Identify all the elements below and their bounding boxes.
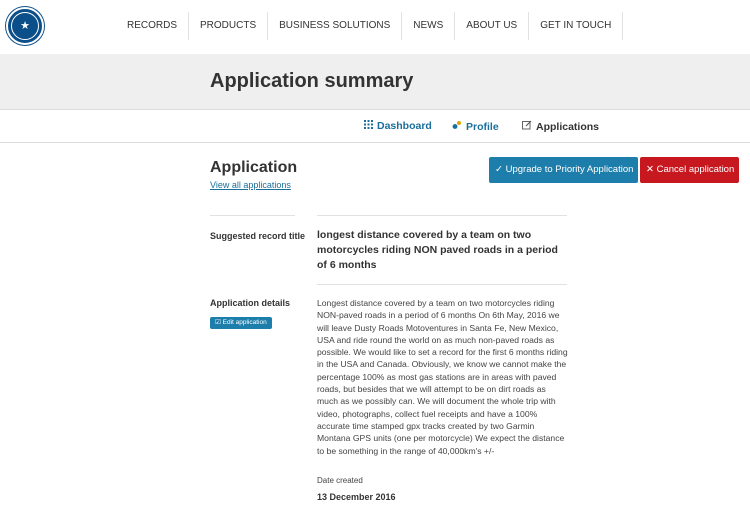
cancel-application-button[interactable] (640, 157, 739, 183)
title-banner (0, 54, 750, 109)
application-details-label: Application details (210, 298, 291, 308)
nav-item-about-us[interactable]: ABOUT US (455, 12, 529, 40)
check-icon: ✓ (495, 164, 503, 175)
tab-profile-label: Profile (466, 120, 499, 133)
divider (210, 215, 295, 216)
tab-profile[interactable] (452, 120, 499, 133)
nav-item-get-in-touch[interactable]: GET IN TOUCH (529, 12, 623, 40)
suggested-title-label: Suggested record title (210, 231, 306, 241)
tab-applications-label: Applications (536, 120, 600, 133)
nav-item-business-solutions[interactable]: BUSINESS SOLUTIONS (268, 12, 402, 40)
application-heading: Application (210, 159, 298, 176)
suggested-record-title: longest distance covered by a team on two motorcycles riding NON paved roads in a period of 6 months (317, 229, 558, 271)
date-created-label: Date created (317, 476, 363, 485)
upgrade-button-label: Upgrade to Priority Application (505, 164, 634, 175)
profile-icon (452, 120, 462, 133)
edit-button-label: Edit application (222, 319, 267, 326)
nav-item-records[interactable]: RECORDS (116, 12, 189, 40)
view-all-applications-link[interactable]: View all applications (210, 180, 291, 190)
cancel-button-label: Cancel application (656, 164, 735, 175)
close-icon: ✕ (646, 164, 654, 175)
star-icon: ★ (20, 19, 30, 32)
account-subnav (0, 109, 750, 143)
edit-icon (522, 120, 532, 133)
divider (317, 215, 567, 216)
page-title: Application summary (210, 70, 414, 92)
edit-icon: ☑ (215, 319, 221, 326)
logo-emblem (11, 12, 39, 40)
edit-application-button[interactable] (210, 317, 272, 329)
tab-applications[interactable] (522, 120, 599, 133)
grid-icon (364, 120, 373, 132)
guinness-logo[interactable] (6, 7, 44, 45)
divider (317, 284, 567, 285)
tab-dashboard-label: Dashboard (377, 120, 432, 132)
top-navigation (0, 0, 750, 54)
date-created-value: 13 December 2016 (317, 492, 396, 502)
application-details-text: Longest distance covered by a team on two motorcycles riding NON-paved roads in a period of 6 months On 6th May, 2016 we will leave Dusty Roads Motoventures in Santa Fe, New Mexico, USA and ride round the world on as much non-paved roads as possible. We would like to set a record for the first 6 months riding in the USA and Canada. Obviously, we know we cannot make the percentage 100% as most gas stations are in areas with paved roads, but besides that we will attempt to be on dirt roads as much as we possibly can. We will document the whole trip with video, photographs, collect fuel receipts and have a 100% accurate time stamped gpx tracks created by two Garmin Montana GPS units (one per motorcycle) We expect the distance to be something in the range of 40,000km's +/- (317, 298, 568, 456)
nav-item-products[interactable]: PRODUCTS (189, 12, 268, 40)
nav-item-news[interactable]: NEWS (402, 12, 455, 40)
tab-dashboard[interactable] (364, 120, 432, 132)
main-menu (116, 12, 623, 40)
upgrade-priority-button[interactable] (489, 157, 638, 183)
